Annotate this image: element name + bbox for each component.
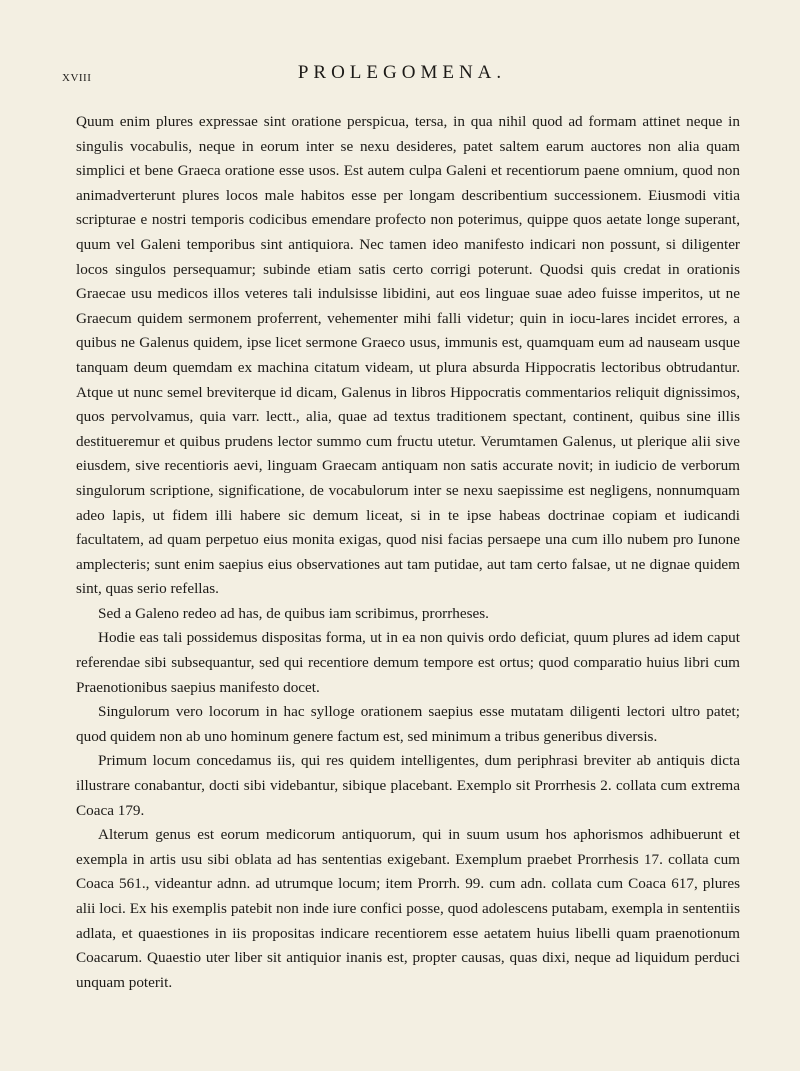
page-title: PROLEGOMENA. [297, 62, 507, 83]
paragraph-2: Sed a Galeno redeo ad has, de quibus iam scribimus, prorrheses. [98, 604, 489, 622]
paragraph-5: Primum locum concedamus iis, qui res quidem intelligentes, dum periphrasi breviter ab antiquis dicta illustrare conabantur, docti sibi videbantur, sibique placebant. Exemplo sit Prorrhesis 2. collata cum extrema Coaca 179. [76, 752, 740, 819]
paragraph-6: Alterum genus est eorum medicorum antiquorum, qui in suum usum hos aphorismos adhibuerunt et exempla in artis usu sibi oblata ad has sententias exigebant. Exemplum praebet Prorrhesis 17. collata cum Coaca 561., videantur adnn. ad utrumque locum; item Prorrh. 99. cum adn. collata cum Coaca 617, plures alii loci. Ex his exemplis patebit non inde iure confici posse, quod adolescens putabam, exempla in sententiis adlata, et quaestiones in iis propositas indicare recentiorem esse aetatem huius libelli quam praenotionum Coacarum. Quaestio uter liber sit antiquior inanis est, propter causas, quas dixi, neque ad liquidum perduci unquam poterit. [76, 826, 740, 991]
paragraph-4: Singulorum vero locorum in hac sylloge orationem saepius esse mutatam diligenti lectori ultro patet; quod quidem non ab uno hominum genere factum est, sed minimum a tribus generibus diversis. [76, 703, 740, 745]
running-head [62, 62, 742, 92]
page-number: XVIII [62, 72, 92, 84]
paragraph-3: Hodie eas tali possidemus dispositas forma, ut in ea non quivis ordo deficiat, quum plures ad idem caput referendae sibi subsequantur, sed qui recentiore demum tempore est ortus; quod comparatio huius libri cum Praenotionibus saepius manifesto docet. [76, 629, 740, 696]
paragraph-1: Quum enim plures expressae sint oratione perspicua, tersa, in qua nihil quod ad formam attinet neque in singulis vocabulis, neque in eorum inter se nexu desideres, patet saltem earum auctores non alia quam simplici et bene Graeca oratione esse usos. Est autem culpa Galeni et recentiorum paene omnium, quod non animadverterunt plures locos male habitos esse per longam describentium successionem. Eiusmodi vitia scripturae e nostri temporis codicibus emendare profecto non poterimus, quippe quos aetate longe superant, quum vel Galeni temporibus sint antiquiora. Nec tamen ideo manifesto indicari non possunt, si diligenter locos singulos persequamur; subinde etiam satis certo corrigi poterunt. Quodsi quis credat in orationis Graecae usu medicos illos veteres tali indulsisse libidini, aut eos linguae suae adeo fuisse imperitos, ut ne Graecum quidem sermonem proferrent, vehementer mihi falli videtur; quin in iocu-lares incidet errores, a quibus ne Galenus quidem, ipse licet sermone Graeco usus, immunis est, quamquam eum ad nauseam usque tanquam deum quemdam ex machina citatum videam, ut plura absurda Hippocratis lectoribus obtrudantur. Atque ut nunc semel breviterque id dicam, Galenus in libros Hippocratis commentarios reliquit dignissimos, quos pervolvamus, quia varr. lectt., alia, quae ad textus traditionem spectant, continent, quibus sine illis destitueremur et quibus prudens lector summo cum fructu utetur. Verumtamen Galenus, ut plerique alii sive eiusdem, sive recentioris aevi, linguam Graecam antiquam non satis accurate novit; in iudicio de verborum singulorum scriptione, significatione, de vocabulorum inter se nexu saepissime est negligens, nonnumquam adeo lapis, ut fidem illi habere sic demum liceat, si in te ipse habeas doctrinae copiam et iudicandi facultatem, ad quam perpetuo eius monita exigas, quod nisi facias persaepe una cum illo nubem pro Iunone amplecteris; sunt enim saepius eius observationes aut tam putidae, aut tam certo falsae, ut ne dignae quidem sint, quas serio refellas. [76, 113, 740, 598]
body-text [76, 110, 740, 995]
